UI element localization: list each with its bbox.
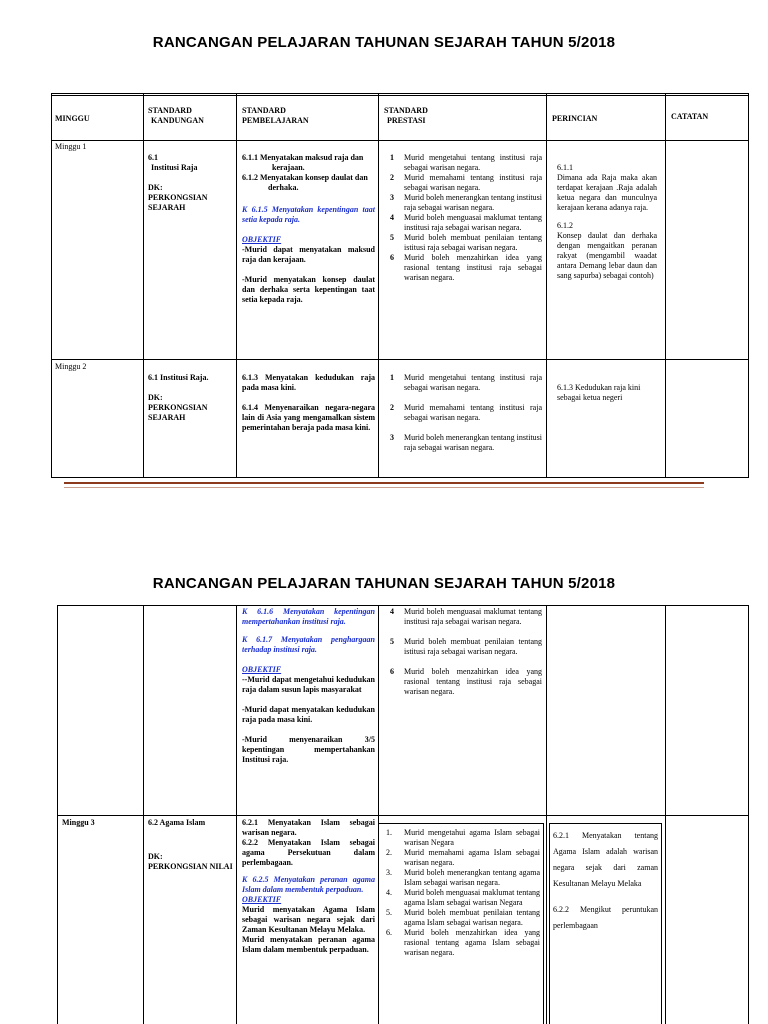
week-2-label: Minggu 2 (55, 362, 87, 371)
week-3-label: Minggu 3 (62, 818, 95, 827)
header-minggu: MINGGU (55, 114, 90, 123)
prestasi-item (382, 373, 542, 393)
prestasi-number: 3. (386, 868, 392, 877)
page-separator-shadow (64, 487, 704, 488)
prestasi-number: 1 (390, 153, 394, 162)
prestasi-text: Murid memahami tentang institusi raja sebagai warisan negara. (404, 173, 542, 192)
prestasi-text: Murid boleh menzahirkan idea yang rasional tentang institusi raja sebagai warisan negara. (404, 253, 542, 282)
prestasi-item (382, 828, 540, 848)
week-2-standard-prestasi (382, 373, 542, 453)
week-3-perincian: 6.2.1 Menyatakan tentang Agama Islam adalah warisan negara sejak dari zaman Kesultanan Melayu Melaka 6.2.2 Mengikut peruntukan perlembagaan (553, 831, 658, 930)
prestasi-text: Murid boleh menerangkan tentang agama Islam sebagai warisan negara. (404, 868, 540, 887)
prestasi-item (382, 868, 540, 888)
prestasi-item (382, 213, 542, 233)
prestasi-item (382, 667, 542, 697)
prestasi-number: 4. (386, 888, 392, 897)
week-2-standard-kandungan: 6.1 Institusi Raja. DK: PERKONGSIAN SEJARAH (148, 373, 209, 422)
prestasi-text: Murid memahami agama Islam sebagai warisan negara. (404, 848, 540, 867)
prestasi-text: Murid mengetahui tentang institusi raja sebagai warisan negara. (404, 373, 542, 392)
prestasi-item (382, 607, 542, 627)
prestasi-number: 5 (390, 233, 394, 242)
header-standard-prestasi: STANDARD PRESTASI (384, 106, 428, 125)
prestasi-number: 6 (390, 667, 394, 676)
prestasi-item (382, 433, 542, 453)
prestasi-number: 2 (390, 403, 394, 412)
prestasi-number: 5. (386, 908, 392, 917)
week-3-standard-prestasi (382, 828, 540, 958)
prestasi-number: 4 (390, 213, 394, 222)
cont-standard-prestasi (382, 607, 542, 697)
prestasi-text: Murid boleh menzahirkan idea yang rasional tentang institusi raja sebagai warisan negara. (404, 667, 542, 696)
prestasi-item (382, 153, 542, 173)
week-1-label: Minggu 1 (55, 142, 87, 151)
prestasi-number: 3 (390, 193, 394, 202)
prestasi-number: 1. (386, 828, 392, 837)
prestasi-text: Murid memahami tentang institusi raja sebagai warisan negara. (404, 403, 542, 422)
prestasi-text: Murid boleh menguasai maklumat tentang agama Islam sebagai warisan Negara (404, 888, 540, 907)
prestasi-item (382, 233, 542, 253)
prestasi-item (382, 253, 542, 283)
prestasi-text: Murid mengetahui agama Islam sebagai warisan Negara (404, 828, 540, 847)
header-standard-kandungan: STANDARD KANDUNGAN (148, 106, 204, 125)
header-standard-pembelajaran: STANDARD PEMBELAJARAN (242, 106, 309, 125)
prestasi-text: Murid boleh menzahirkan idea yang rasional tentang agama Islam sebagai warisan negara. (404, 928, 540, 957)
prestasi-item (382, 848, 540, 868)
prestasi-number: 5 (390, 637, 394, 646)
week-2-perincian: 6.1.3 Kedudukan raja kini sebagai ketua negeri (557, 383, 641, 402)
prestasi-number: 2 (390, 173, 394, 182)
header-catatan: CATATAN (671, 112, 709, 121)
prestasi-text: Murid boleh menerangkan tentang institusi raja sebagai warisan negara. (404, 193, 542, 212)
page-title-2: RANCANGAN PELAJARAN TAHUNAN SEJARAH TAHUN 5/2018 (152, 575, 616, 592)
prestasi-text: Murid boleh membuat penilaian tentang istitusi raja sebagai warisan negara. (404, 233, 542, 252)
prestasi-number: 2. (386, 848, 392, 857)
prestasi-number: 1 (390, 373, 394, 382)
prestasi-item (382, 637, 542, 657)
week-2-standard-pembelajaran: 6.1.3 Menyatakan kedudukan raja pada masa kini. 6.1.4 Menyenaraikan negara-negara lain di Asia yang mengamalkan sistem pemerintahan beraja pada masa kini. (242, 373, 375, 432)
week-1-standard-kandungan: 6.1 Institusi Raja DK: PERKONGSIAN SEJARAH (148, 153, 208, 212)
week-1-standard-prestasi (382, 153, 542, 283)
prestasi-text: Murid boleh menerangkan tentang institusi raja sebagai warisan negara. (404, 433, 542, 452)
week-1-standard-pembelajaran: 6.1.1 Menyatakan maksud raja dan kerajaan. 6.1.2 Menyatakan konsep daulat dan derhaka. K 6.1.5 Menyatakan kepentingan taat setia kepada raja. OBJEKTIF -Murid dapat menyatakan maksud raja dan kerajaan. -Murid menyatakan konsep daulat dan derhaka serta kepentingan taat setia kepada raja. (242, 153, 375, 304)
header-perincian: PERINCIAN (552, 114, 598, 123)
prestasi-item (382, 928, 540, 958)
prestasi-text: Murid mengetahui tentang institusi raja sebagai warisan negara. (404, 153, 542, 172)
prestasi-item (382, 193, 542, 213)
page-title: RANCANGAN PELAJARAN TAHUNAN SEJARAH TAHUN 5/2018 (152, 34, 616, 51)
prestasi-number: 3 (390, 433, 394, 442)
week-3-standard-pembelajaran: 6.2.1 Menyatakan Islam sebagai warisan negara. 6.2.2 Menyatakan Islam sebagai agama Persekutuan dalam perlembagaan. K 6.2.5 Menyatakan peranan agama Islam dalam membentuk perpaduan. OBJEKTIF Murid menyatakan Agama Islam sebagai warisan negara sejak dari Zaman Kesultanan Melayu Melaka. Murid menyatakan peranan agama Islam dalam membentuk perpaduan. (242, 818, 375, 954)
prestasi-number: 6 (390, 253, 394, 262)
prestasi-item (382, 888, 540, 908)
page-separator (64, 482, 704, 484)
prestasi-text: Murid boleh membuat penilaian tentang istitusi raja sebagai warisan negara. (404, 637, 542, 656)
prestasi-text: Murid boleh menguasai maklumat tentang institusi raja sebagai warisan negara. (404, 213, 542, 232)
prestasi-item (382, 403, 542, 423)
cont-standard-pembelajaran: K 6.1.6 Menyatakan kepentingan mempertahankan institusi raja. K 6.1.7 Menyatakan penghargaan terhadap institusi raja. OBJEKTIF --Murid dapat mengetahui kedudukan raja dalam susun lapis masyarakat -Murid dapat menyatakan kedudukan raja pada masa kini. -Murid menyenaraikan 3/5 kepentingan mempertahankan Institusi raja. (242, 607, 375, 764)
prestasi-text: Murid boleh membuat penilaian tentang agama Islam sebagai warisan negara. (404, 908, 540, 927)
prestasi-text: Murid boleh menguasai maklumat tentang institusi raja sebagai warisan negara. (404, 607, 542, 626)
week-3-standard-kandungan: 6.2 Agama Islam DK: PERKONGSIAN NILAI (148, 818, 233, 871)
prestasi-item (382, 173, 542, 193)
prestasi-number: 4 (390, 607, 394, 616)
week-1-perincian: 6.1.1 Dimana ada Raja maka akan terdapat kerajaan .Raja adalah ketua negara dan munculnya kerajaan kerana adanya raja. 6.1.2 Konsep daulat dan derhaka dengan mengaitkan peranan rakyat (mengambil waadat antara Demang lebar daun dan sang sapurba) sebagai contoh) (557, 163, 657, 280)
prestasi-number: 6. (386, 928, 392, 937)
prestasi-item (382, 908, 540, 928)
